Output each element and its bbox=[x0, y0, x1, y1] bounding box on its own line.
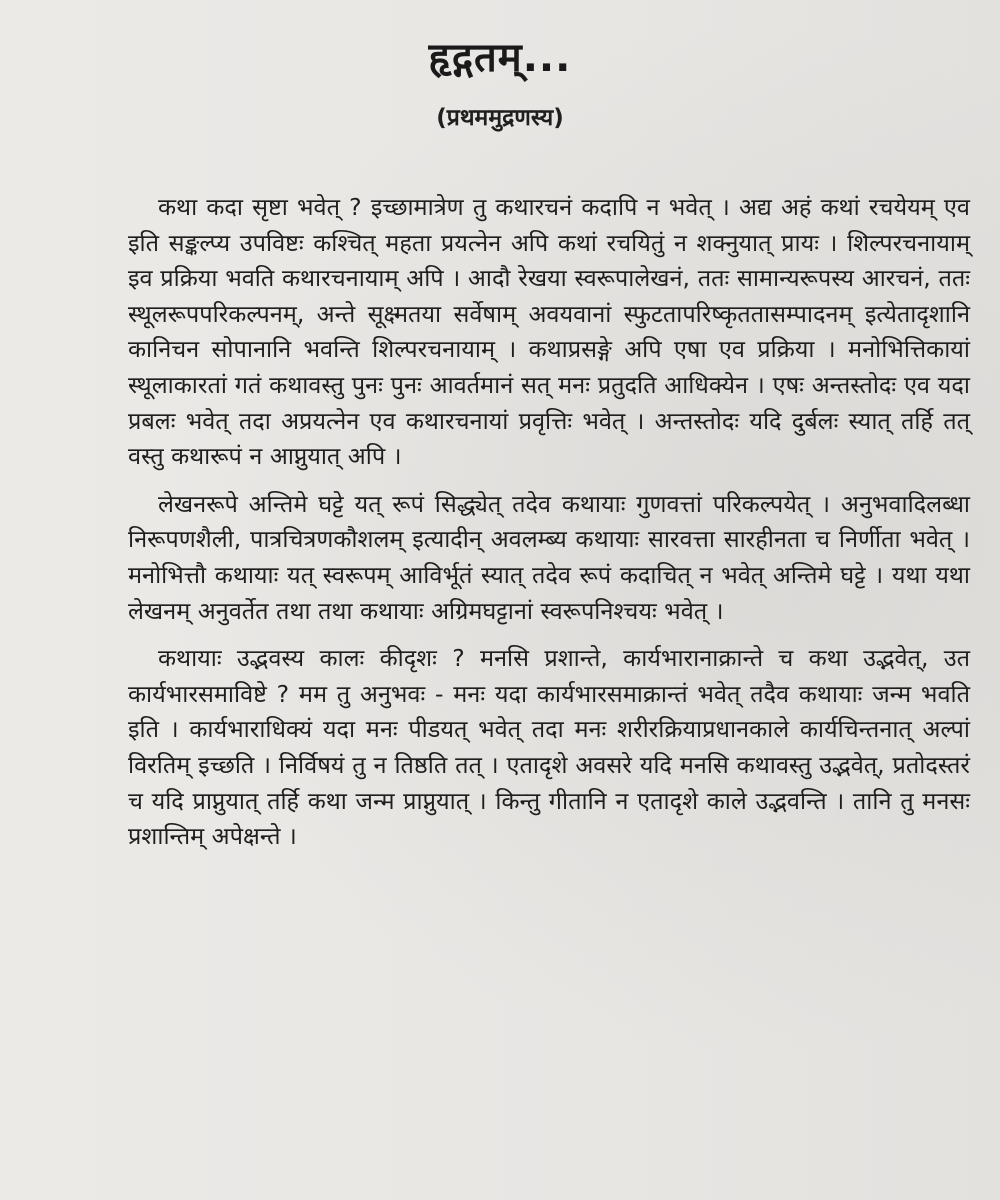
paragraph-3: कथायाः उद्भवस्य कालः कीदृशः ? मनसि प्रशान्ते, कार्यभारानाक्रान्ते च कथा उद्भवेत्, उत कार्यभारसमाविष्टे ? मम तु अनुभवः - मनः यदा कार्यभारसमाक्रान्तं भवेत् तदैव कथायाः जन्म भवति इति । कार्यभाराधिक्यं यदा मनः पीडयत् भवेत् तदा मनः शरीरक्रियाप्रधानकाले कार्यचिन्तनात् अल्पां विरतिम् इच्छति । निर्विषयं तु न तिष्ठति तत् । एतादृशे अवसरे यदि मनसि कथावस्तु उद्भवेत्, प्रतोदस्तरं च यदि प्राप्नुयात् तर्हि कथा जन्म प्राप्नुयात् । किन्तु गीतानि न एतादृशे काले उद्भवन्ति । तानि तु मनसः प्रशान्तिम् अपेक्षन्ते । bbox=[128, 644, 970, 851]
page-subtitle: (प्रथममुद्रणस्य) bbox=[436, 105, 564, 131]
page-title: हृद्गतम्... bbox=[428, 35, 572, 81]
body-text bbox=[128, 190, 970, 855]
paragraph-2: लेखनरूपे अन्तिमे घट्टे यत् रूपं सिद्ध्येत् तदेव कथायाः गुणवत्तां परिकल्पयेत् । अनुभवादिलब्धा निरूपणशैली, पात्रचित्रणकौशलम् इत्यादीन् अवलम्ब्य कथायाः सारवत्ता सारहीनता च निर्णीता भवेत् । मनोभित्तौ कथायाः यत् स्वरूपम् आविर्भूतं स्यात् तदेव रूपं कदाचित् न भवेत् अन्तिमे घट्टे । यथा यथा लेखनम् अनुवर्तेत तथा तथा कथायाः अग्रिमघट्टानां स्वरूपनिश्चयः भवेत् । bbox=[128, 489, 970, 625]
paragraph-1: कथा कदा सृष्टा भवेत् ? इच्छामात्रेण तु कथारचनं कदापि न भवेत् । अद्य अहं कथां रचयेयम् एव इति सङ्कल्प्य उपविष्टः कश्चित् महता प्रयत्नेन अपि कथां रचयितुं न शक्नुयात् प्रायः । शिल्परचनायाम् इव प्रक्रिया भवति कथारचनायाम् अपि । आदौ रेखया स्वरूपालेखनं, ततः सामान्यरूपस्य आरचनं, ततः स्थूलरूपपरिकल्पनम्, अन्ते सूक्ष्मतया सर्वेषाम् अवयवानां स्फुटतापरिष्कृततासम्पादनम् इत्येतादृशानि कानिचन सोपानानि भवन्ति शिल्परचनायाम् । कथाप्रसङ्गे अपि एषा एव प्रक्रिया । मनोभित्तिकायां स्थूलाकारतां गतं कथावस्तु पुनः पुनः आवर्तमानं सत् मनः प्रतुदति आधिक्येन । एषः अन्तस्तोदः एव यदा प्रबलः भवेत् तदा अप्रयत्नेन एव कथारचनायां प्रवृत्तिः भवेत् । अन्तस्तोदः यदि दुर्बलः स्यात् तर्हि तत् वस्तु कथारूपं न आप्नुयात् अपि । bbox=[128, 193, 970, 471]
